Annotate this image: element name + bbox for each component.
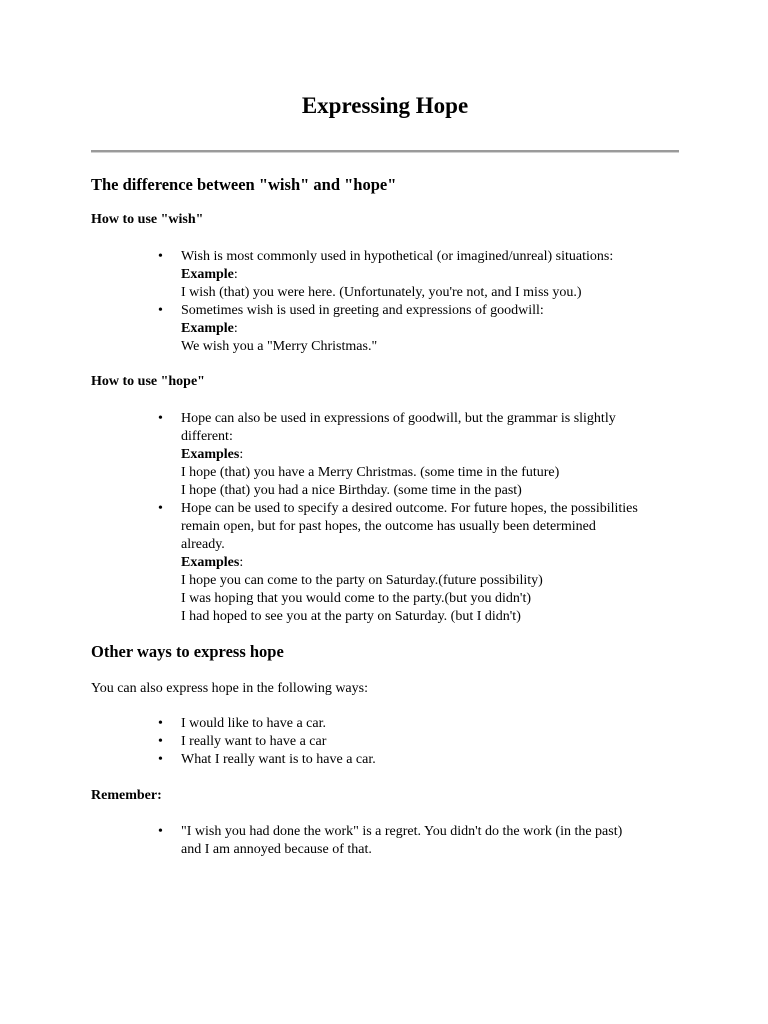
section-heading-difference: The difference between "wish" and "hope" — [91, 175, 397, 194]
example-label: Example — [181, 267, 234, 282]
wish-list — [158, 248, 681, 356]
list-item — [158, 410, 681, 500]
list-item-text: I really want to have a car — [181, 734, 327, 749]
list-item-text: Hope can also be used in expressions of goodwill, but the grammar is slightly — [181, 411, 616, 426]
example-label-line: Examples: — [181, 555, 244, 570]
list-item — [158, 248, 681, 302]
example-label: Example — [181, 321, 234, 336]
list-item — [158, 823, 681, 859]
list-item-text: I would like to have a car. — [181, 716, 327, 731]
example-text: I wish (that) you were here. (Unfortunately, you're not, and I miss you.) — [181, 285, 582, 300]
list-item-text: Sometimes wish is used in greeting and expressions of goodwill: — [181, 303, 544, 318]
example-text: I had hoped to see you at the party on Saturday. (but I didn't) — [181, 609, 521, 624]
page-title: Expressing Hope — [301, 93, 469, 118]
bullet-icon: • — [158, 249, 163, 264]
list-item-text: Hope can be used to specify a desired outcome. For future hopes, the possibilities — [181, 501, 638, 516]
bullet-icon: • — [158, 716, 163, 731]
list-item — [158, 751, 681, 769]
list-item — [158, 302, 681, 356]
list-item-text: already. — [181, 537, 225, 552]
subheading-wish: How to use "wish" — [91, 212, 204, 227]
list-item-text: different: — [181, 429, 233, 444]
list-item — [158, 715, 681, 733]
example-text: I hope (that) you have a Merry Christmas. (some time in the future) — [181, 465, 560, 480]
bullet-icon: • — [158, 734, 163, 749]
example-label: Examples — [181, 447, 240, 462]
bullet-icon: • — [158, 303, 163, 318]
example-label: Examples — [181, 555, 240, 570]
example-text: We wish you a "Merry Christmas." — [181, 339, 378, 354]
list-item-text: and I am annoyed because of that. — [181, 842, 372, 857]
hope-list — [158, 410, 681, 626]
list-item — [158, 733, 681, 751]
other-ways-list — [158, 715, 681, 769]
bullet-icon: • — [158, 501, 163, 516]
subheading-hope: How to use "hope" — [91, 374, 205, 389]
example-text: I hope (that) you had a nice Birthday. (some time in the past) — [181, 483, 522, 498]
example-label-line: Example: — [181, 267, 238, 282]
bullet-icon: • — [158, 824, 163, 839]
section-heading-other-ways: Other ways to express hope — [91, 642, 284, 661]
example-label-line: Example: — [181, 321, 238, 336]
list-item-text: "I wish you had done the work" is a regret. You didn't do the work (in the past) — [181, 824, 623, 839]
list-item-text: remain open, but for past hopes, the outcome has usually been determined — [181, 519, 596, 534]
example-label-line: Examples: — [181, 447, 244, 462]
example-text: I hope you can come to the party on Saturday.(future possibility) — [181, 573, 543, 588]
list-item-text: Wish is most commonly used in hypothetical (or imagined/unreal) situations: — [181, 249, 614, 264]
intro-text: You can also express hope in the following ways: — [91, 681, 368, 696]
horizontal-rule — [91, 150, 679, 153]
bullet-icon: • — [158, 411, 163, 426]
example-text: I was hoping that you would come to the party.(but you didn't) — [181, 591, 531, 606]
bullet-icon: • — [158, 752, 163, 767]
list-item-text: What I really want is to have a car. — [181, 752, 376, 767]
remember-heading: Remember: — [91, 788, 162, 803]
remember-list — [158, 823, 681, 859]
list-item — [158, 500, 681, 626]
